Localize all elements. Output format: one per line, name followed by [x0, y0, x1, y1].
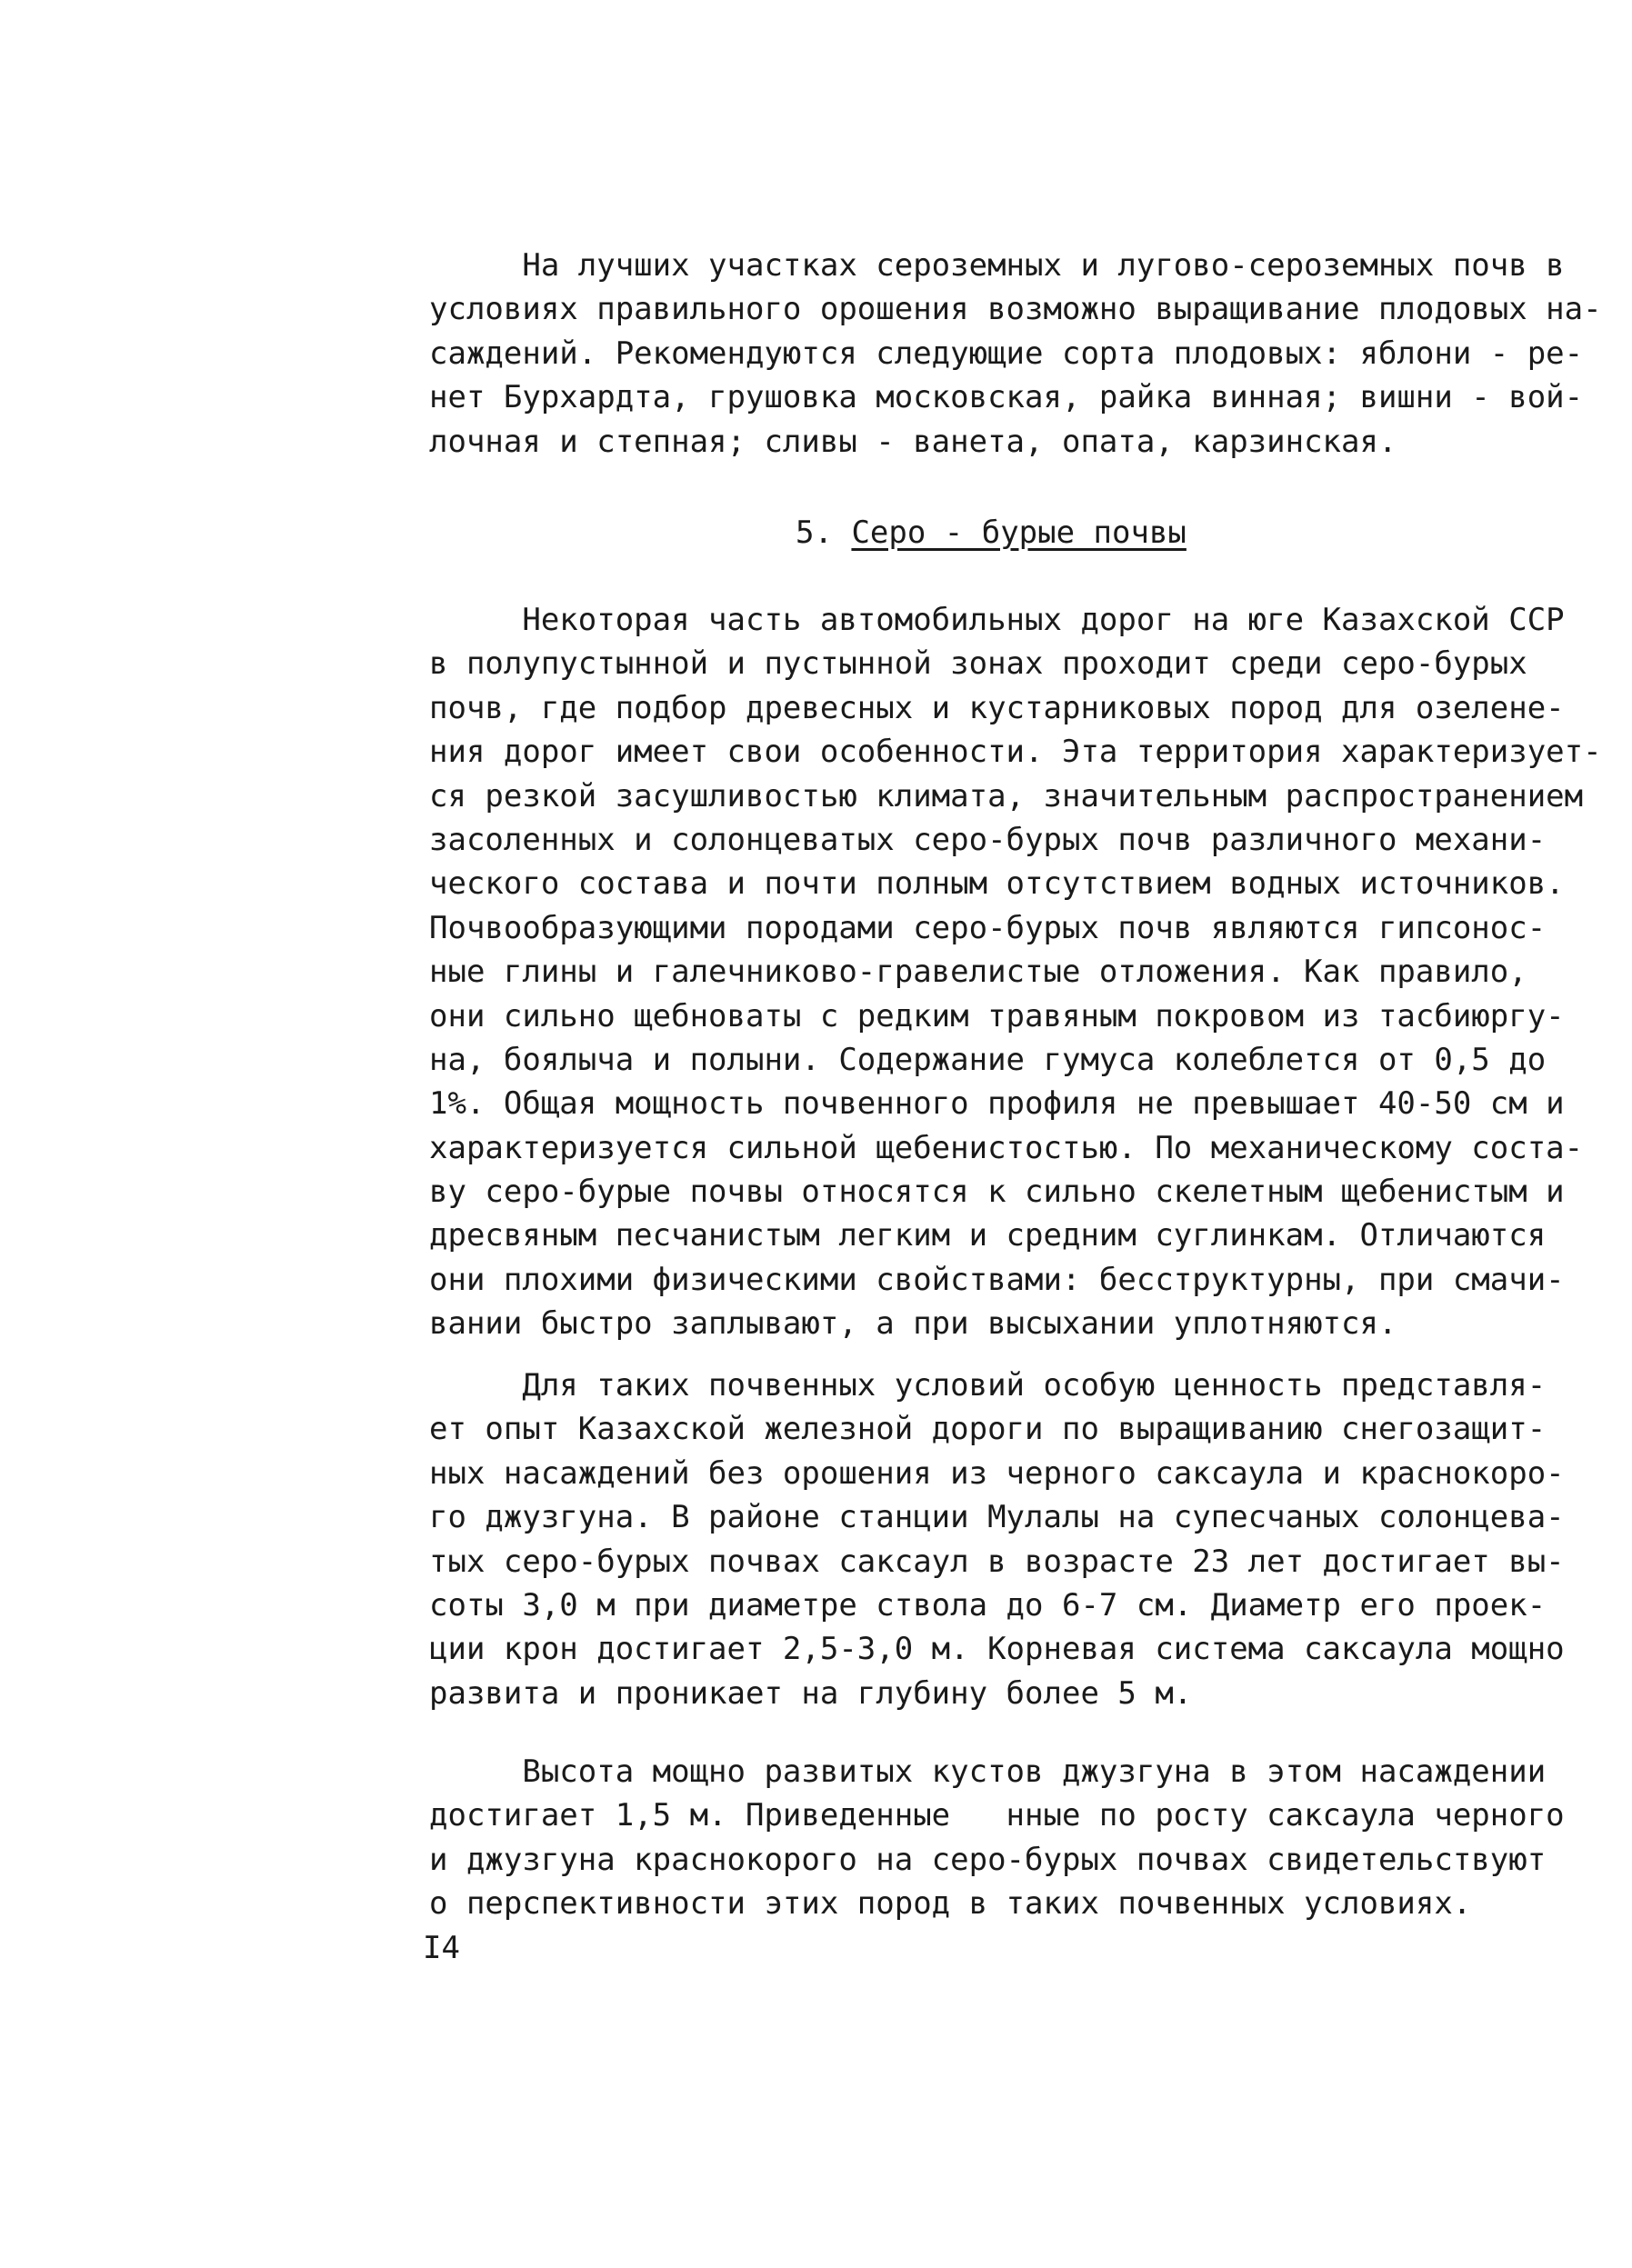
text-line: дресвяным песчанистым легким и средним суглинкам. Отличаются	[429, 1217, 1547, 1254]
section-heading	[796, 515, 1186, 551]
text-line: тых серо-бурых почвах саксаул в возрасте 23 лет достигает вы-	[429, 1543, 1565, 1580]
text-line: го джузгуна. В районе станции Мулалы на супесчаных солонцева-	[429, 1499, 1565, 1536]
section-number: 5.	[796, 515, 833, 551]
text-line: соты 3,0 м при диаметре ствола до 6-7 см. Диаметр его проек-	[429, 1586, 1547, 1624]
text-line: вании быстро заплывают, а при высыхании уплотняются.	[429, 1305, 1397, 1343]
text-line: 1%. Общая мощность почвенного профиля не превышает 40-50 см и	[429, 1085, 1565, 1123]
text-line: на, боялыча и полыни. Содержание гумуса колеблется от 0,5 до	[429, 1041, 1547, 1078]
text-line: ных насаждений без орошения из черного саксаула и краснокоро-	[429, 1454, 1565, 1492]
text-line: развита и проникает на глубину более 5 м.	[429, 1674, 1193, 1712]
text-line: о перспективности этих пород в таких почвенных условиях.	[429, 1885, 1472, 1923]
text-line: ет опыт Казахской железной дороги по выращиванию снегозащит-	[429, 1411, 1547, 1448]
text-line: ции крон достигает 2,5-3,0 м. Корневая система саксаула мощно	[429, 1631, 1565, 1668]
text-line: ные глины и галечниково-гравелистые отложения. Как правило,	[429, 954, 1527, 991]
paragraph-1	[429, 244, 1602, 464]
text-line: они плохими физическими свойствами: бесструктурны, при смачи-	[429, 1261, 1565, 1298]
text-line: На лучших участках сероземных и лугово-сероземных почв в	[429, 247, 1565, 284]
text-line: лочная и степная; сливы - ванета, опата, карзинская.	[429, 423, 1397, 460]
text-line: Некоторая часть автомобильных дорог на юге Казахской ССР	[429, 602, 1565, 638]
text-line: нет Бурхардта, грушовка московская, райка винная; вишни - вой-	[429, 379, 1584, 416]
text-line: достигает 1,5 м. Приведенные нные по росту саксаула черного	[429, 1797, 1565, 1834]
page-number: I4	[423, 1930, 460, 1966]
text-line: саждений. Рекомендуются следующие сорта плодовых: яблони - ре-	[429, 335, 1584, 372]
paragraph-4	[429, 1750, 1565, 1926]
text-line: Для таких почвенных условий особую ценность представля-	[429, 1367, 1547, 1404]
text-line: ву серо-бурые почвы относятся к сильно скелетным щебенистым и	[429, 1174, 1565, 1211]
text-line: засоленных и солонцеватых серо-бурых почв различного механи-	[429, 821, 1547, 858]
text-line: Почвообразующими породами серо-бурых почв являются гипсонос-	[429, 909, 1547, 946]
text-line: ческого состава и почти полным отсутствием водных источников.	[429, 865, 1565, 903]
paragraph-2	[429, 598, 1602, 1346]
text-line: и джузгуна краснокорого на серо-бурых почвах свидетельствуют	[429, 1841, 1547, 1878]
paragraph-3	[429, 1364, 1565, 1715]
text-line: ся резкой засушливостью климата, значительным распространением	[429, 777, 1584, 814]
text-line: почв, где подбор древесных и кустарниковых пород для озелене-	[429, 689, 1565, 726]
text-line: они сильно щебноваты с редким травяным покровом из тасбиюргу-	[429, 997, 1565, 1034]
text-line: ния дорог имеет свои особенности. Эта территория характеризует-	[429, 734, 1602, 771]
text-line: Высота мощно развитых кустов джузгуна в этом насаждении	[429, 1753, 1547, 1790]
text-line: условиях правильного орошения возможно выращивание плодовых на-	[429, 291, 1602, 328]
text-line: в полупустынной и пустынной зонах проходит среди серо-бурых	[429, 645, 1527, 683]
text-line: характеризуется сильной щебенистостью. По механическому соста-	[429, 1129, 1584, 1166]
section-title: Серо - бурые почвы	[851, 515, 1186, 551]
